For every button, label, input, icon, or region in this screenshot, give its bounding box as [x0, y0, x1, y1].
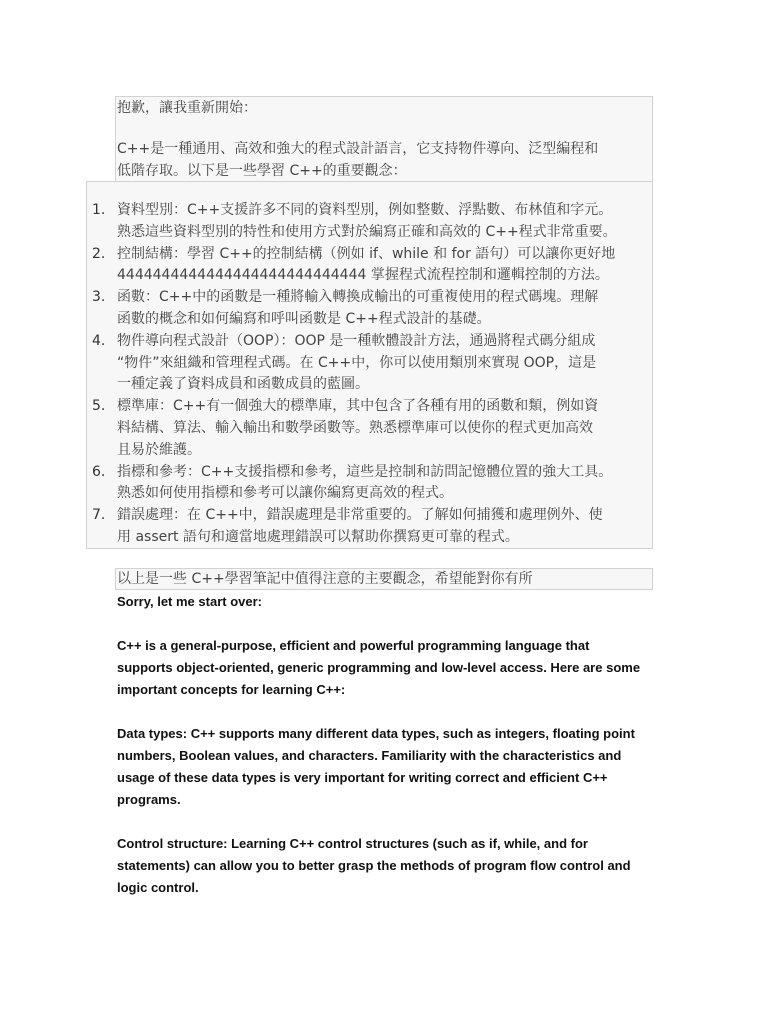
en-cpp-intro-paragraph	[117, 635, 657, 701]
list-item-number: 5.	[92, 398, 106, 415]
en-data-types-paragraph	[117, 723, 657, 811]
en-text-line: Data types: C++ supports many different data types, such as integers, floating point	[117, 726, 635, 741]
list-item	[88, 462, 654, 506]
cjk-intro-heading: 抱歉，讓我重新開始：	[117, 100, 257, 116]
en-control-structure-paragraph	[117, 833, 657, 899]
list-item-line: 控制結構：學習 C++的控制結構（例如 if、while 和 for 語句）可以讓你更好地	[117, 245, 616, 262]
en-sorry-paragraph	[117, 591, 657, 613]
list-item-line: 函數：C++中的函數是一種將輸入轉換成輸出的可重複使用的程式碼塊。理解	[117, 289, 599, 306]
list-item-line: 熟悉這些資料型別的特性和使用方式對於編寫正確和高效的 C++程式非常重要。	[117, 223, 617, 240]
list-item-number: 4.	[92, 332, 106, 349]
en-text-line: statements) can allow you to better grasp the methods of program flow control and	[117, 858, 631, 873]
list-item-line: 物件導向程式設計（OOP）：OOP 是一種軟體設計方法，通過將程式碼分組成	[117, 332, 596, 349]
en-text-line: important concepts for learning C++:	[117, 682, 346, 697]
cjk-concepts-list	[88, 200, 654, 549]
list-item-number: 3.	[92, 289, 106, 306]
list-item-line: 指標和參考：C++支援指標和參考，這些是控制和訪問記憶體位置的強大工具。	[117, 463, 613, 480]
list-item	[88, 505, 654, 549]
list-item-line: “物件”來組織和管理程式碼。在 C++中，你可以使用類別來實現 OOP，這是	[117, 354, 597, 371]
list-item-line: 錯誤處理：在 C++中，錯誤處理是非常重要的。了解如何捕獲和處理例外、使	[117, 507, 603, 524]
list-item-line: 標準庫：C++有一個強大的標準庫，其中包含了各種有用的函數和類，例如資	[117, 398, 599, 415]
en-text-line: supports object-oriented, generic programming and low-level access. Here are some	[117, 660, 641, 675]
list-item-line: 一種定義了資料成員和函數成員的藍圖。	[117, 376, 369, 393]
en-text-line: Sorry, let me start over:	[117, 594, 262, 609]
cjk-intro-line: 低階存取。以下是一些學習 C++的重要觀念：	[117, 163, 407, 179]
en-text-line: usage of these data types is very important for writing correct and efficient C++	[117, 770, 608, 785]
list-item-line: 資料型別：C++支援許多不同的資料型別，例如整數、浮點數、布林值和字元。	[117, 202, 613, 218]
list-item-line: 函數的概念和如何編寫和呼叫函數是 C++程式設計的基礎。	[117, 310, 491, 327]
list-item-line: 料結構、算法、輸入輸出和數學函數等。熟悉標準庫可以使你的程式更加高效	[117, 419, 593, 436]
list-item	[88, 331, 654, 396]
en-text-line: programs.	[117, 792, 181, 807]
list-item	[88, 287, 654, 331]
list-item-line: 4444444444444444444444444444 掌握程式流程控制和邏輯控制的方法。	[117, 267, 609, 284]
cjk-intro-paragraph	[117, 138, 649, 182]
list-item-number: 1.	[92, 202, 106, 218]
list-item-number: 2.	[92, 245, 106, 262]
list-item-number: 7.	[92, 507, 106, 524]
en-text-line: logic control.	[117, 880, 199, 895]
en-text-line: Control structure: Learning C++ control structures (such as if, while, and for	[117, 836, 588, 851]
cjk-closing-line: 以上是一些 C++學習筆記中值得注意的主要觀念，希望能對你有所	[117, 571, 533, 587]
list-item-line: 且易於維護。	[117, 441, 201, 458]
list-item-line: 用 assert 語句和適當地處理錯誤可以幫助你撰寫更可靠的程式。	[117, 528, 519, 545]
cjk-intro-line: C++是一種通用、高效和強大的程式設計語言，它支持物件導向、泛型編程和	[117, 141, 599, 157]
list-item-line: 熟悉如何使用指標和參考可以讓你編寫更高效的程式。	[117, 485, 453, 502]
list-item	[88, 244, 654, 288]
list-item	[88, 200, 654, 244]
en-text-line: numbers, Boolean values, and characters. Familiarity with the characteristics and	[117, 748, 622, 763]
list-item-number: 6.	[92, 463, 106, 480]
en-text-line: C++ is a general-purpose, efficient and powerful programming language that	[117, 638, 590, 653]
list-item	[88, 396, 654, 461]
